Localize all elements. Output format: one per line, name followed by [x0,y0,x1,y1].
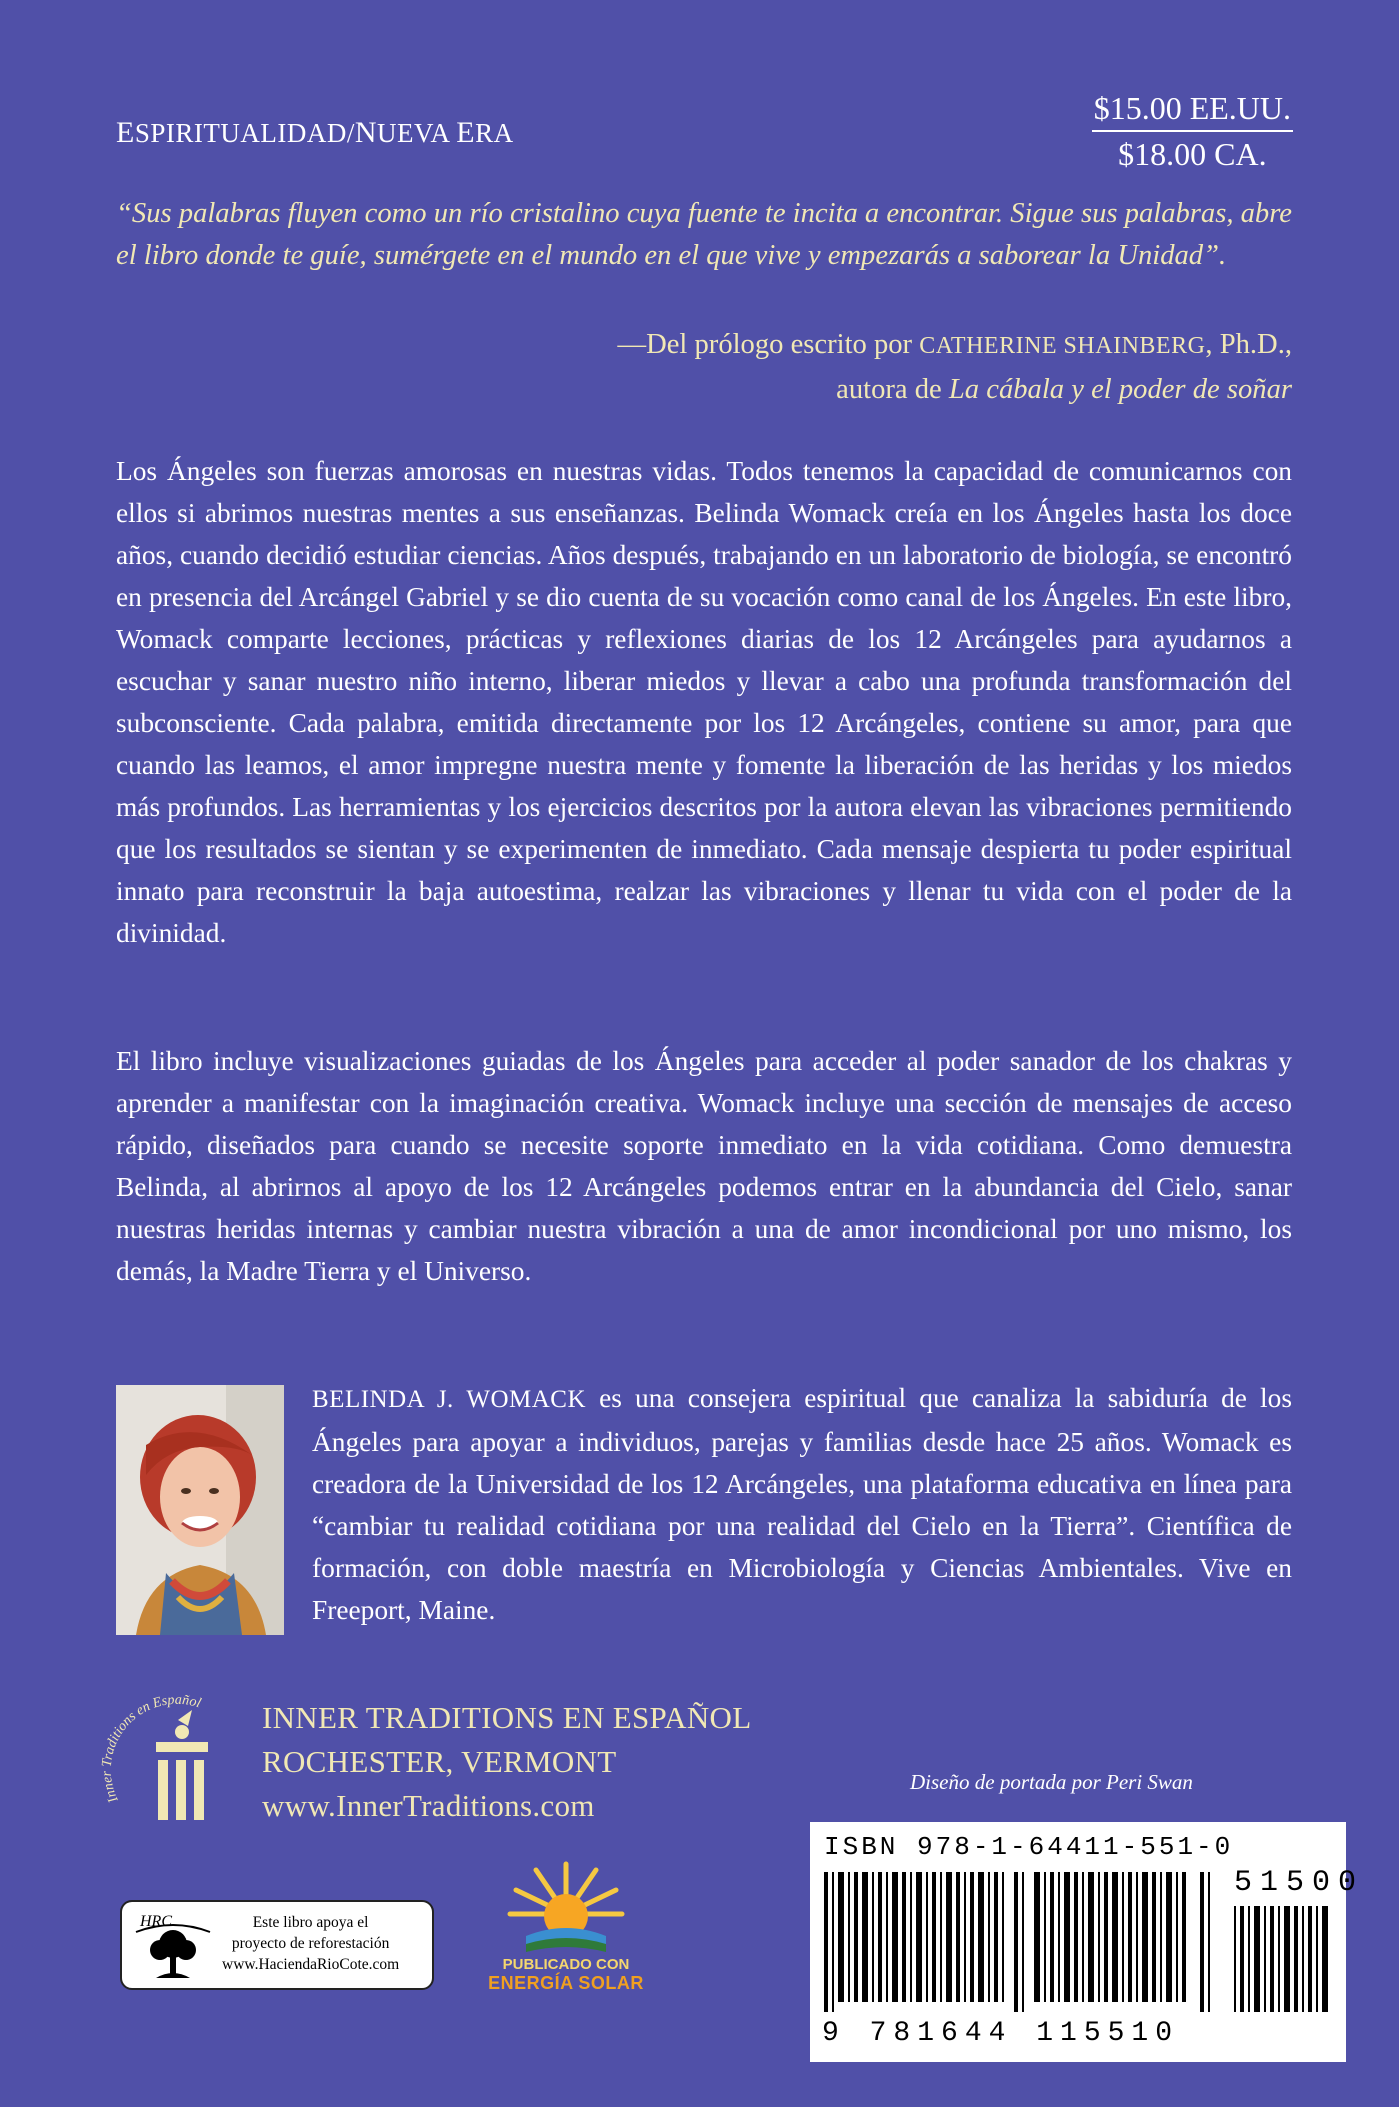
barcode-digits: 9 781644 115510 [822,2018,1180,2049]
price-block [1092,92,1293,170]
solar-energy-logo [466,1856,666,2006]
barcode-bars-addon [1234,1906,1334,2012]
quote-attribution: —Del prólogo escrito por CATHERINE SHAINBERG, Ph.D., autora de La cábala y el poder de soñar [617,329,1292,405]
publisher-logo [96,1680,256,1840]
sun-icon [506,1856,626,1956]
endorsement-quote: “Sus palabras fluyen como un río cristalino cuya fuente te incita a encontrar. Sigue sus palabras, abre el libro donde te guíe, sumérgete en el mundo en el que vive y empezarás a saborear la Unidad”. [116,198,1292,271]
description-paragraph-1: Los Ángeles son fuerzas amorosas en nuestras vidas. Todos tenemos la capacidad de comunicarnos con ellos si abrimos nuestras mentes a sus enseñanzas. Belinda Womack creía en los Ángeles hasta los doce años, cuando decidió estudiar ciencias. Años después, trabajando en un laboratorio de biología, se encontró en presencia del Arcángel Gabriel y se dio cuenta de su vocación como canal de los Ángeles. En este libro, Womack comparte lecciones, prácticas y reflexiones diarias de los 12 Arcángeles para ayudarnos a escuchar y sanar nuestro niño interno, liberar miedos y llevar a cabo una profunda transformación del subconsciente. Cada palabra, emitida directamente por los 12 Arcángeles, contiene su amor, para que cuando las leamos, el amor impregne nuestra mente y fomente la liberación de las heridas y los miedos más profundos. Las herramientas y los ejercicios descritos por la autora elevan las vibraciones permitiendo que los resultados se sientan y se experimenten de inmediato. Cada mensaje despierta tu poder espiritual innato para reconstruir la baja autoestima, realzar las vibraciones y llenar tu vida con el poder de la divinidad. [116,456,1292,948]
solar-energy-text: PUBLICADO CON ENERGÍA SOLAR [488,1956,644,1993]
publisher-city: ROCHESTER, VERMONT [262,1744,617,1779]
svg-text:Inner Traditions en Español: Inner Traditions en Español [99,1692,203,1805]
barcode-bars-main [824,1872,1224,2012]
publisher-url[interactable]: www.InnerTraditions.com [262,1788,595,1823]
price-code: 51500 [1234,1866,1365,1900]
author-photo [116,1385,284,1635]
isbn-barcode [810,1822,1365,2062]
description-paragraph-2: El libro incluye visualizaciones guiadas de los Ángeles para acceder al poder sanador de los chakras y aprender a manifestar con la imaginación creativa. Womack incluye una sección de mensajes de acceso rápido, diseñados para cuando se necesite soporte inmediato en la vida cotidiana. Como demuestra Belinda, al abrirnos al apoyo de los 12 Arcángeles podemos entrar en la abundancia del Cielo, sanar nuestras heridas internas y cambiar nuestra vibración a una de amor incondicional por uno mismo, los demás, la Madre Tierra y el Universo. [116,1046,1292,1286]
reforestation-badge [120,1900,434,1990]
publisher-info [262,1696,751,1828]
author-bio: BELINDA J. WOMACK es una consejera espiritual que canaliza la sabiduría de los Ángeles para apoyar a individuos, parejas y familias desde hace 25 años. Womack es creadora de la Universidad de los 12 Arcángeles, una plataforma educativa en línea para “cambiar tu realidad cotidiana por una realidad del Cielo en la Tierra”. Científica de formación, con doble maestría en Microbiología y Ciencias Ambientales. Vive en Freeport, Maine. [312,1383,1292,1625]
price-us: $15.00 EE.UU. [1092,92,1293,132]
tree-icon [130,1908,216,1982]
price-ca: $18.00 CA. [1118,136,1267,172]
cover-designer-credit: Diseño de portada por Peri Swan [910,1770,1193,1794]
publisher-name: INNER TRADITIONS EN ESPAÑOL [262,1700,752,1735]
isbn-text: ISBN 978-1-64411-551-0 [824,1832,1234,1862]
author-name: BELINDA J. WOMACK [312,1386,587,1413]
reforestation-text: Este libro apoya el proyecto de reforestación www.HaciendaRioCote.com [222,1914,400,1973]
category-label: ESPIRITUALIDAD/NUEVA ERA [116,116,514,149]
svg-text:HRC: HRC [140,1913,172,1930]
